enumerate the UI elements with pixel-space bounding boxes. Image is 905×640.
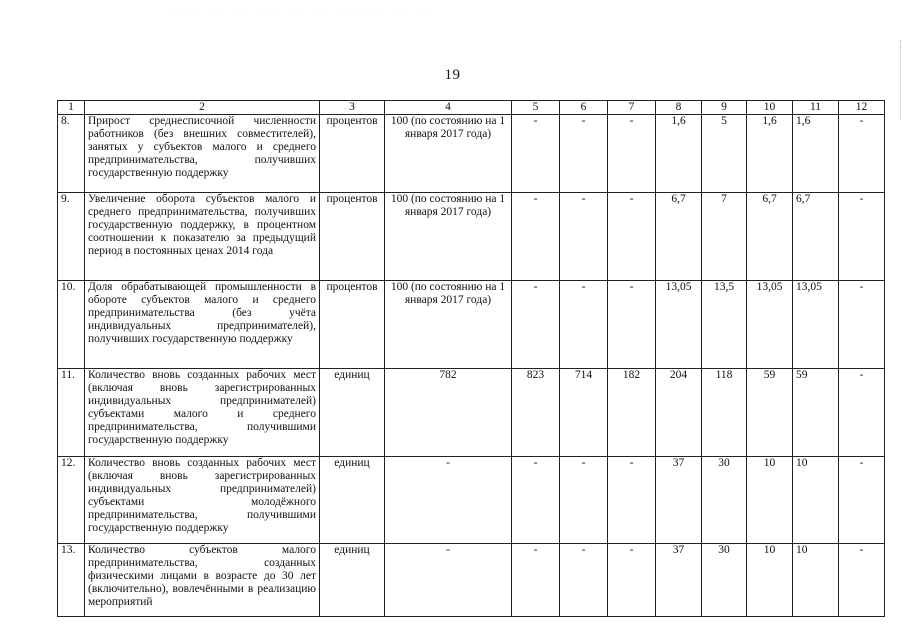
value-cell: 30 — [702, 544, 747, 617]
row-number: 10. — [58, 281, 85, 369]
value-cell: - — [839, 544, 885, 617]
row-number: 9. — [58, 193, 85, 281]
value-cell: 59 — [793, 369, 839, 457]
value-cell: 1,6 — [793, 115, 839, 193]
value-cell: - — [512, 457, 560, 544]
value-cell: - — [608, 115, 656, 193]
indicator-name: Количество вновь созданных рабочих мест (включая вновь зарегистрированных индивидуальных предпринимателей) субъектами молодёжного предпринимательства, получившими государственную поддержку — [85, 457, 320, 544]
unit-cell: процентов — [320, 193, 385, 281]
unit-cell: процентов — [320, 115, 385, 193]
table-row — [58, 281, 885, 369]
value-cell: - — [608, 193, 656, 281]
table-row — [58, 115, 885, 193]
value-cell: 7 — [702, 193, 747, 281]
unit-cell: единиц — [320, 457, 385, 544]
value-cell: - — [839, 115, 885, 193]
value-cell: 1,6 — [656, 115, 702, 193]
row-number: 13. — [58, 544, 85, 617]
column-header: 11 — [793, 101, 839, 115]
value-cell: - — [560, 115, 608, 193]
value-cell: 1,6 — [747, 115, 793, 193]
value-cell: 182 — [608, 369, 656, 457]
value-cell: - — [839, 369, 885, 457]
value-cell: 6,7 — [793, 193, 839, 281]
base-value-cell: 782 — [385, 369, 512, 457]
value-cell: 10 — [747, 457, 793, 544]
value-cell: 59 — [747, 369, 793, 457]
page-number: 19 — [444, 67, 461, 83]
column-header: 2 — [85, 101, 320, 115]
column-header: 6 — [560, 101, 608, 115]
value-cell: - — [608, 457, 656, 544]
column-number-row — [58, 101, 885, 115]
indicator-name: Доля обрабатывающей промышленности в обороте субъектов малого и среднего предпринимательства (без учёта индивидуальных предпринимателей), получивших государственную поддержку — [85, 281, 320, 369]
scan-artifact: · · · · · · · · · · · · · · · · · · · · · · · — [175, 8, 434, 14]
value-cell: - — [560, 457, 608, 544]
value-cell: 30 — [702, 457, 747, 544]
value-cell: 13,05 — [656, 281, 702, 369]
value-cell: - — [512, 193, 560, 281]
row-number: 8. — [58, 115, 85, 193]
base-value-cell: 100 (по состоянию на 1 января 2017 года) — [385, 281, 512, 369]
value-cell: - — [560, 281, 608, 369]
value-cell: 118 — [702, 369, 747, 457]
value-cell: - — [608, 281, 656, 369]
indicator-name: Увеличение оборота субъектов малого и среднего предпринимательства, получивших государственную поддержку, в процентном соотношении к показателю за предыдущий период в постоянных ценах 2014 года — [85, 193, 320, 281]
value-cell: - — [839, 281, 885, 369]
indicator-name: Количество вновь созданных рабочих мест (включая вновь зарегистрированных индивидуальных предпринимателей) субъектами малого и среднего предпринимательства, получившими государственную поддержку — [85, 369, 320, 457]
column-header: 5 — [512, 101, 560, 115]
value-cell: - — [512, 281, 560, 369]
value-cell: 13,05 — [747, 281, 793, 369]
column-header: 4 — [385, 101, 512, 115]
value-cell: 5 — [702, 115, 747, 193]
unit-cell: единиц — [320, 544, 385, 617]
column-header: 8 — [656, 101, 702, 115]
value-cell: - — [560, 193, 608, 281]
base-value-cell: 100 (по состоянию на 1 января 2017 года) — [385, 115, 512, 193]
base-value-cell: - — [385, 544, 512, 617]
table-row — [58, 544, 885, 617]
table-body — [58, 101, 885, 617]
indicator-name: Прирост среднесписочной численности работников (без внешних совместителей), занятых у субъектов малого и среднего предпринимательства, получивших государственную поддержку — [85, 115, 320, 193]
value-cell: - — [839, 193, 885, 281]
indicators-table — [57, 100, 885, 617]
unit-cell: процентов — [320, 281, 385, 369]
table-row — [58, 369, 885, 457]
base-value-cell: - — [385, 457, 512, 544]
value-cell: 6,7 — [747, 193, 793, 281]
column-header: 1 — [58, 101, 85, 115]
value-cell: 10 — [793, 544, 839, 617]
value-cell: 823 — [512, 369, 560, 457]
unit-cell: единиц — [320, 369, 385, 457]
value-cell: 37 — [656, 457, 702, 544]
value-cell: 10 — [747, 544, 793, 617]
column-header: 10 — [747, 101, 793, 115]
value-cell: - — [512, 115, 560, 193]
value-cell: - — [560, 544, 608, 617]
indicator-name: Количество субъектов малого предпринимательства, созданных физическими лицами в возрасте до 30 лет (включительно), вовлечёнными в реализацию мероприятий — [85, 544, 320, 617]
base-value-cell: 100 (по состоянию на 1 января 2017 года) — [385, 193, 512, 281]
column-header: 7 — [608, 101, 656, 115]
column-header: 3 — [320, 101, 385, 115]
column-header: 12 — [839, 101, 885, 115]
value-cell: - — [608, 544, 656, 617]
row-number: 11. — [58, 369, 85, 457]
value-cell: 37 — [656, 544, 702, 617]
value-cell: 714 — [560, 369, 608, 457]
table-row — [58, 193, 885, 281]
value-cell: 6,7 — [656, 193, 702, 281]
value-cell: 13,5 — [702, 281, 747, 369]
value-cell: - — [839, 457, 885, 544]
value-cell: - — [512, 544, 560, 617]
value-cell: 204 — [656, 369, 702, 457]
column-header: 9 — [702, 101, 747, 115]
table-row — [58, 457, 885, 544]
row-number: 12. — [58, 457, 85, 544]
value-cell: 10 — [793, 457, 839, 544]
value-cell: 13,05 — [793, 281, 839, 369]
